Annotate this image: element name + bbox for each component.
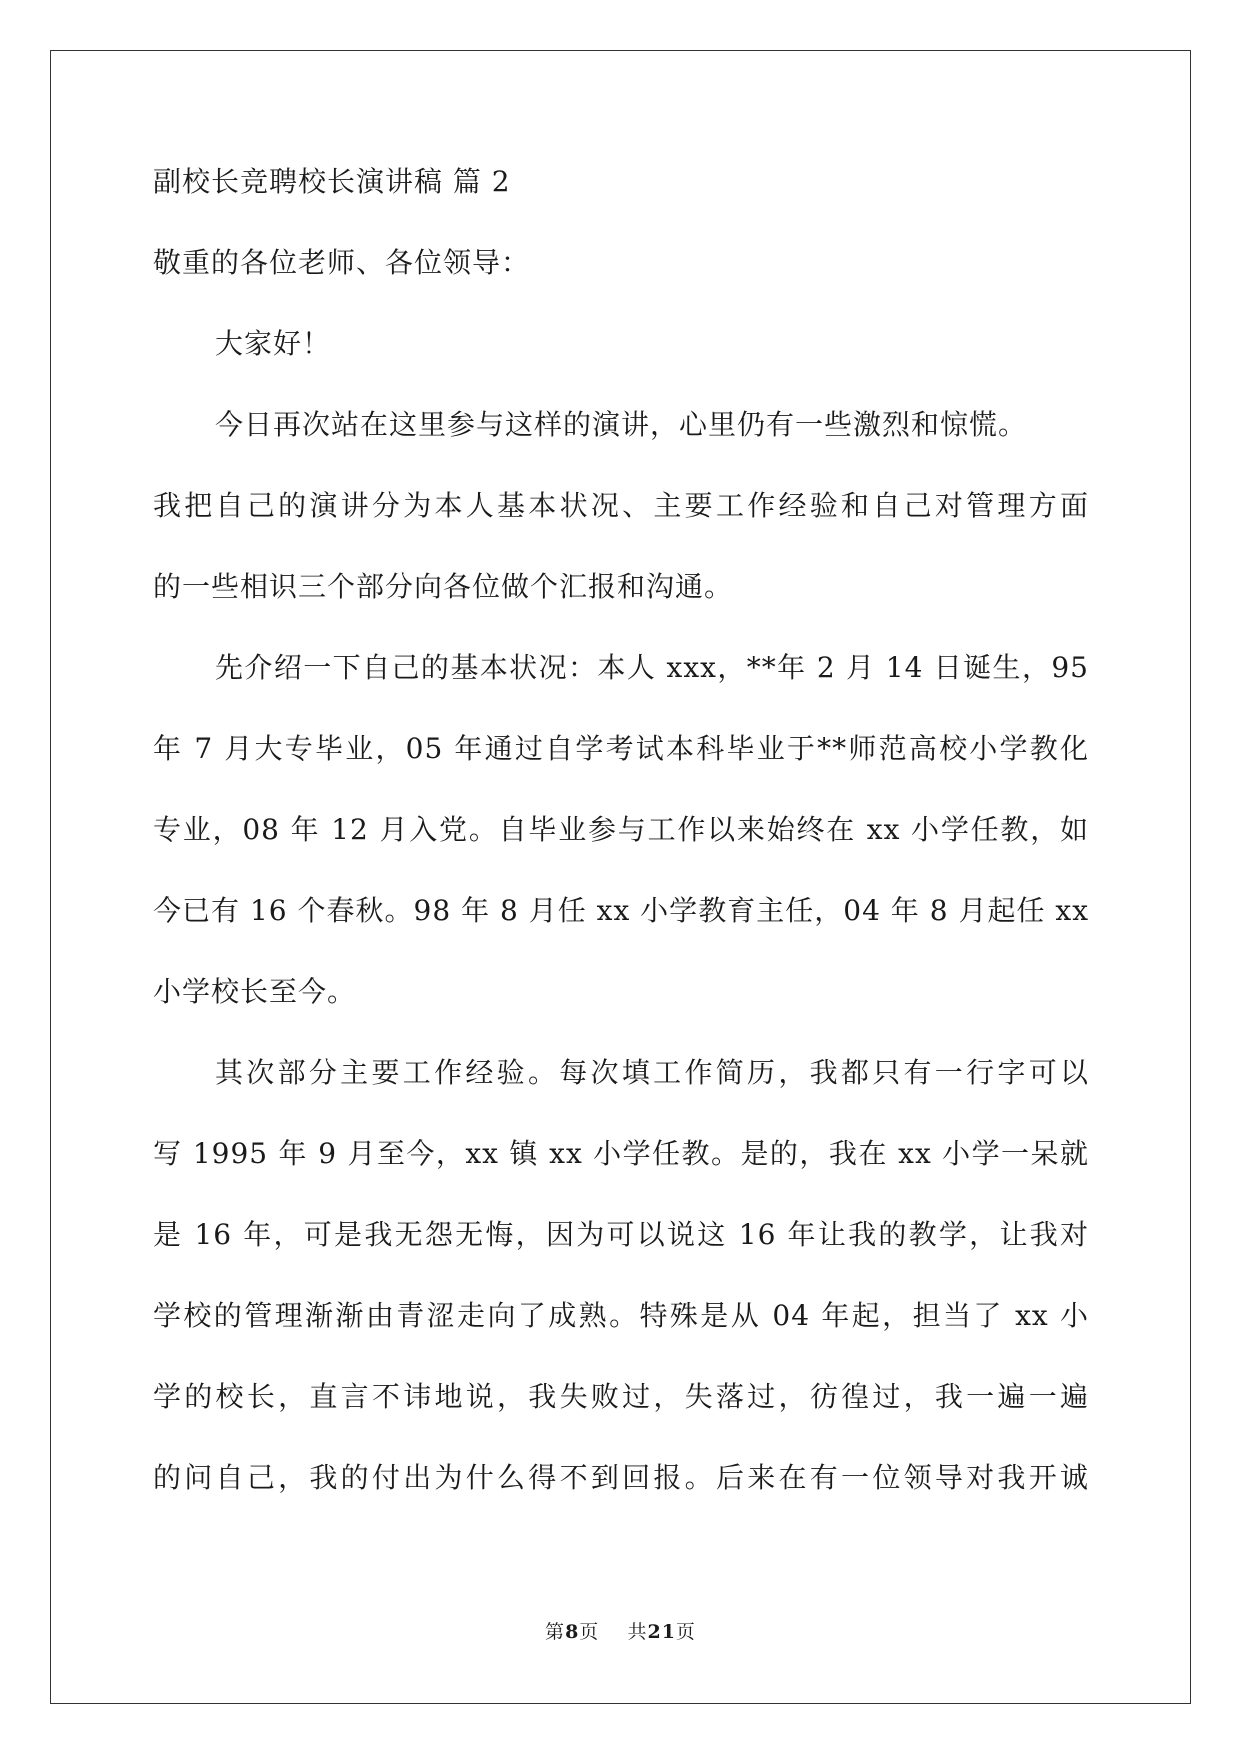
paragraph-line: 年 7 月大专毕业，05 年通过自学考试本科毕业于**师范高校小学教化 (153, 732, 1089, 765)
document-title: 副校长竞聘校长演讲稿 篇 2 (153, 165, 511, 198)
paragraph-line: 我把自己的演讲分为本人基本状况、主要工作经验和自己对管理方面 (153, 489, 1089, 522)
paragraph-line: 小学校长至今。 (153, 975, 357, 1008)
page-border (50, 50, 1191, 1704)
paragraph-line: 是 16 年，可是我无怨无悔，因为可以说这 16 年让我的教学，让我对 (153, 1218, 1089, 1251)
page-suffix: 页 (675, 1621, 696, 1643)
greeting: 大家好！ (215, 327, 332, 360)
paragraph-line: 其次部分主要工作经验。每次填工作简历，我都只有一行字可以 (215, 1056, 1089, 1089)
paragraph-line: 专业，08 年 12 月入党。自毕业参与工作以来始终在 xx 小学任教，如 (153, 813, 1089, 846)
page-total: 21 (647, 1621, 676, 1643)
paragraph-line: 今已有 16 个春秋。98 年 8 月任 xx 小学教育主任，04 年 8 月起任 xx (153, 894, 1089, 927)
page-prefix: 第 (545, 1621, 566, 1643)
page-number: 8 (565, 1621, 580, 1643)
paragraph-line: 的一些相识三个部分向各位做个汇报和沟通。 (153, 570, 734, 603)
paragraph-line: 写 1995 年 9 月至今，xx 镇 xx 小学任教。是的，我在 xx 小学一呆就 (153, 1137, 1089, 1170)
paragraph-line: 先介绍一下自己的基本状况：本人 xxx，**年 2 月 14 日诞生，95 (215, 651, 1089, 684)
page-mid: 页 共 (579, 1621, 648, 1643)
paragraph-line: 学校的管理渐渐由青涩走向了成熟。特殊是从 04 年起，担当了 xx 小 (153, 1299, 1089, 1332)
paragraph-line: 的问自己，我的付出为什么得不到回报。后来在有一位领导对我开诚 (153, 1461, 1089, 1494)
salutation: 敬重的各位老师、各位领导： (153, 246, 531, 279)
paragraph-line: 学的校长，直言不讳地说，我失败过，失落过，彷徨过，我一遍一遍 (153, 1380, 1089, 1413)
page-footer (0, 1620, 1241, 1644)
paragraph-line: 今日再次站在这里参与这样的演讲，心里仍有一些激烈和惊慌。 (215, 408, 1028, 441)
